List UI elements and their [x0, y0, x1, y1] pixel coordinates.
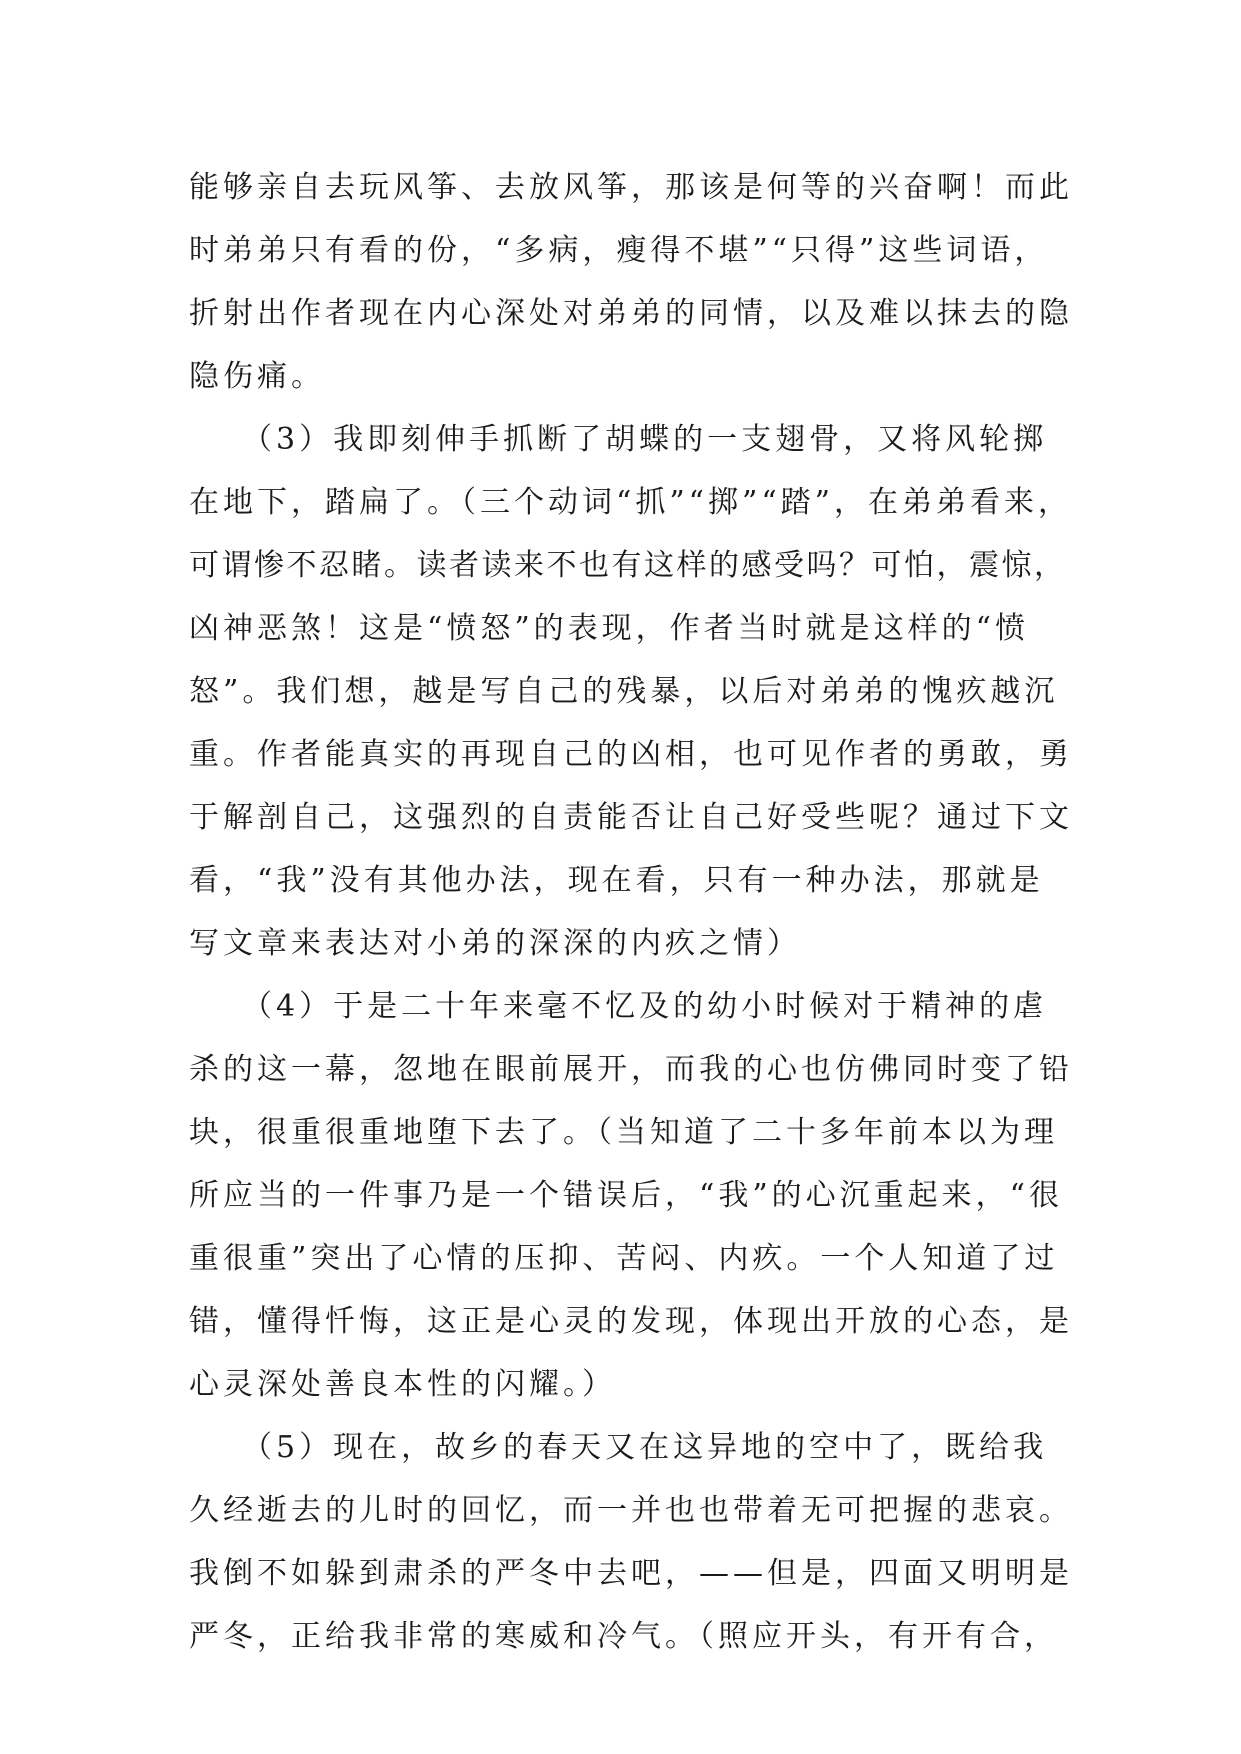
text-line: 怒”。我们想，越是写自己的残暴，以后对弟弟的愧疚越沉	[189, 674, 1059, 709]
text-line: 心灵深处善良本性的闪耀。）	[189, 1367, 616, 1402]
body-text	[189, 156, 1073, 1668]
text-line: 时弟弟只有看的份，“多病，瘦得不堪”“只得”这些词语，	[189, 233, 1049, 268]
text-line: 于解剖自己，这强烈的自责能否让自己好受些呢？通过下文	[189, 800, 1073, 835]
text-line: （5）现在，故乡的春天又在这异地的空中了，既给我	[189, 1430, 1048, 1465]
text-line: 块，很重很重地堕下去了。（当知道了二十多年前本以为理	[189, 1115, 1058, 1150]
text-line: （3）我即刻伸手抓断了胡蝶的一支翅骨，又将风轮掷	[189, 422, 1048, 457]
text-line: （4）于是二十年来毫不忆及的幼小时候对于精神的虐	[189, 989, 1048, 1024]
text-line: 能够亲自去玩风筝、去放风筝，那该是何等的兴奋啊！而此	[189, 170, 1073, 205]
text-line: 写文章来表达对小弟的深深的内疚之情）	[189, 926, 801, 961]
text-line: 我倒不如躲到肃杀的严冬中去吧，——但是，四面又明明是	[189, 1556, 1073, 1591]
text-line: 严冬，正给我非常的寒威和冷气。（照应开头，有开有合，	[189, 1619, 1058, 1654]
text-line: 凶神恶煞！这是“愤怒”的表现，作者当时就是这样的“愤	[189, 611, 1030, 646]
text-line: 久经逝去的儿时的回忆，而一并也也带着无可把握的悲哀。	[189, 1493, 1073, 1528]
text-line: 杀的这一幕，忽地在眼前展开，而我的心也仿佛同时变了铅	[189, 1052, 1073, 1087]
text-line: 看，“我”没有其他办法，现在看，只有一种办法，那就是	[189, 863, 1044, 898]
text-line: 折射出作者现在内心深处对弟弟的同情，以及难以抹去的隐	[189, 296, 1073, 331]
text-line: 重。作者能真实的再现自己的凶相，也可见作者的勇敢，勇	[189, 737, 1073, 772]
text-line: 所应当的一件事乃是一个错误后，“我”的心沉重起来，“很	[189, 1178, 1064, 1213]
text-line: 重很重”突出了心情的压抑、苦闷、内疚。一个人知道了过	[189, 1241, 1059, 1276]
text-line: 可谓惨不忍睹。读者读来不也有这样的感受吗？可怕，震惊，	[189, 548, 1067, 583]
text-line: 在地下，踏扁了。（三个动词“抓”“掷”“踏”，在弟弟看来，	[189, 485, 1073, 520]
text-line: 隐伤痛。	[189, 359, 325, 394]
text-line: 错，懂得忏悔，这正是心灵的发现，体现出开放的心态，是	[189, 1304, 1073, 1339]
